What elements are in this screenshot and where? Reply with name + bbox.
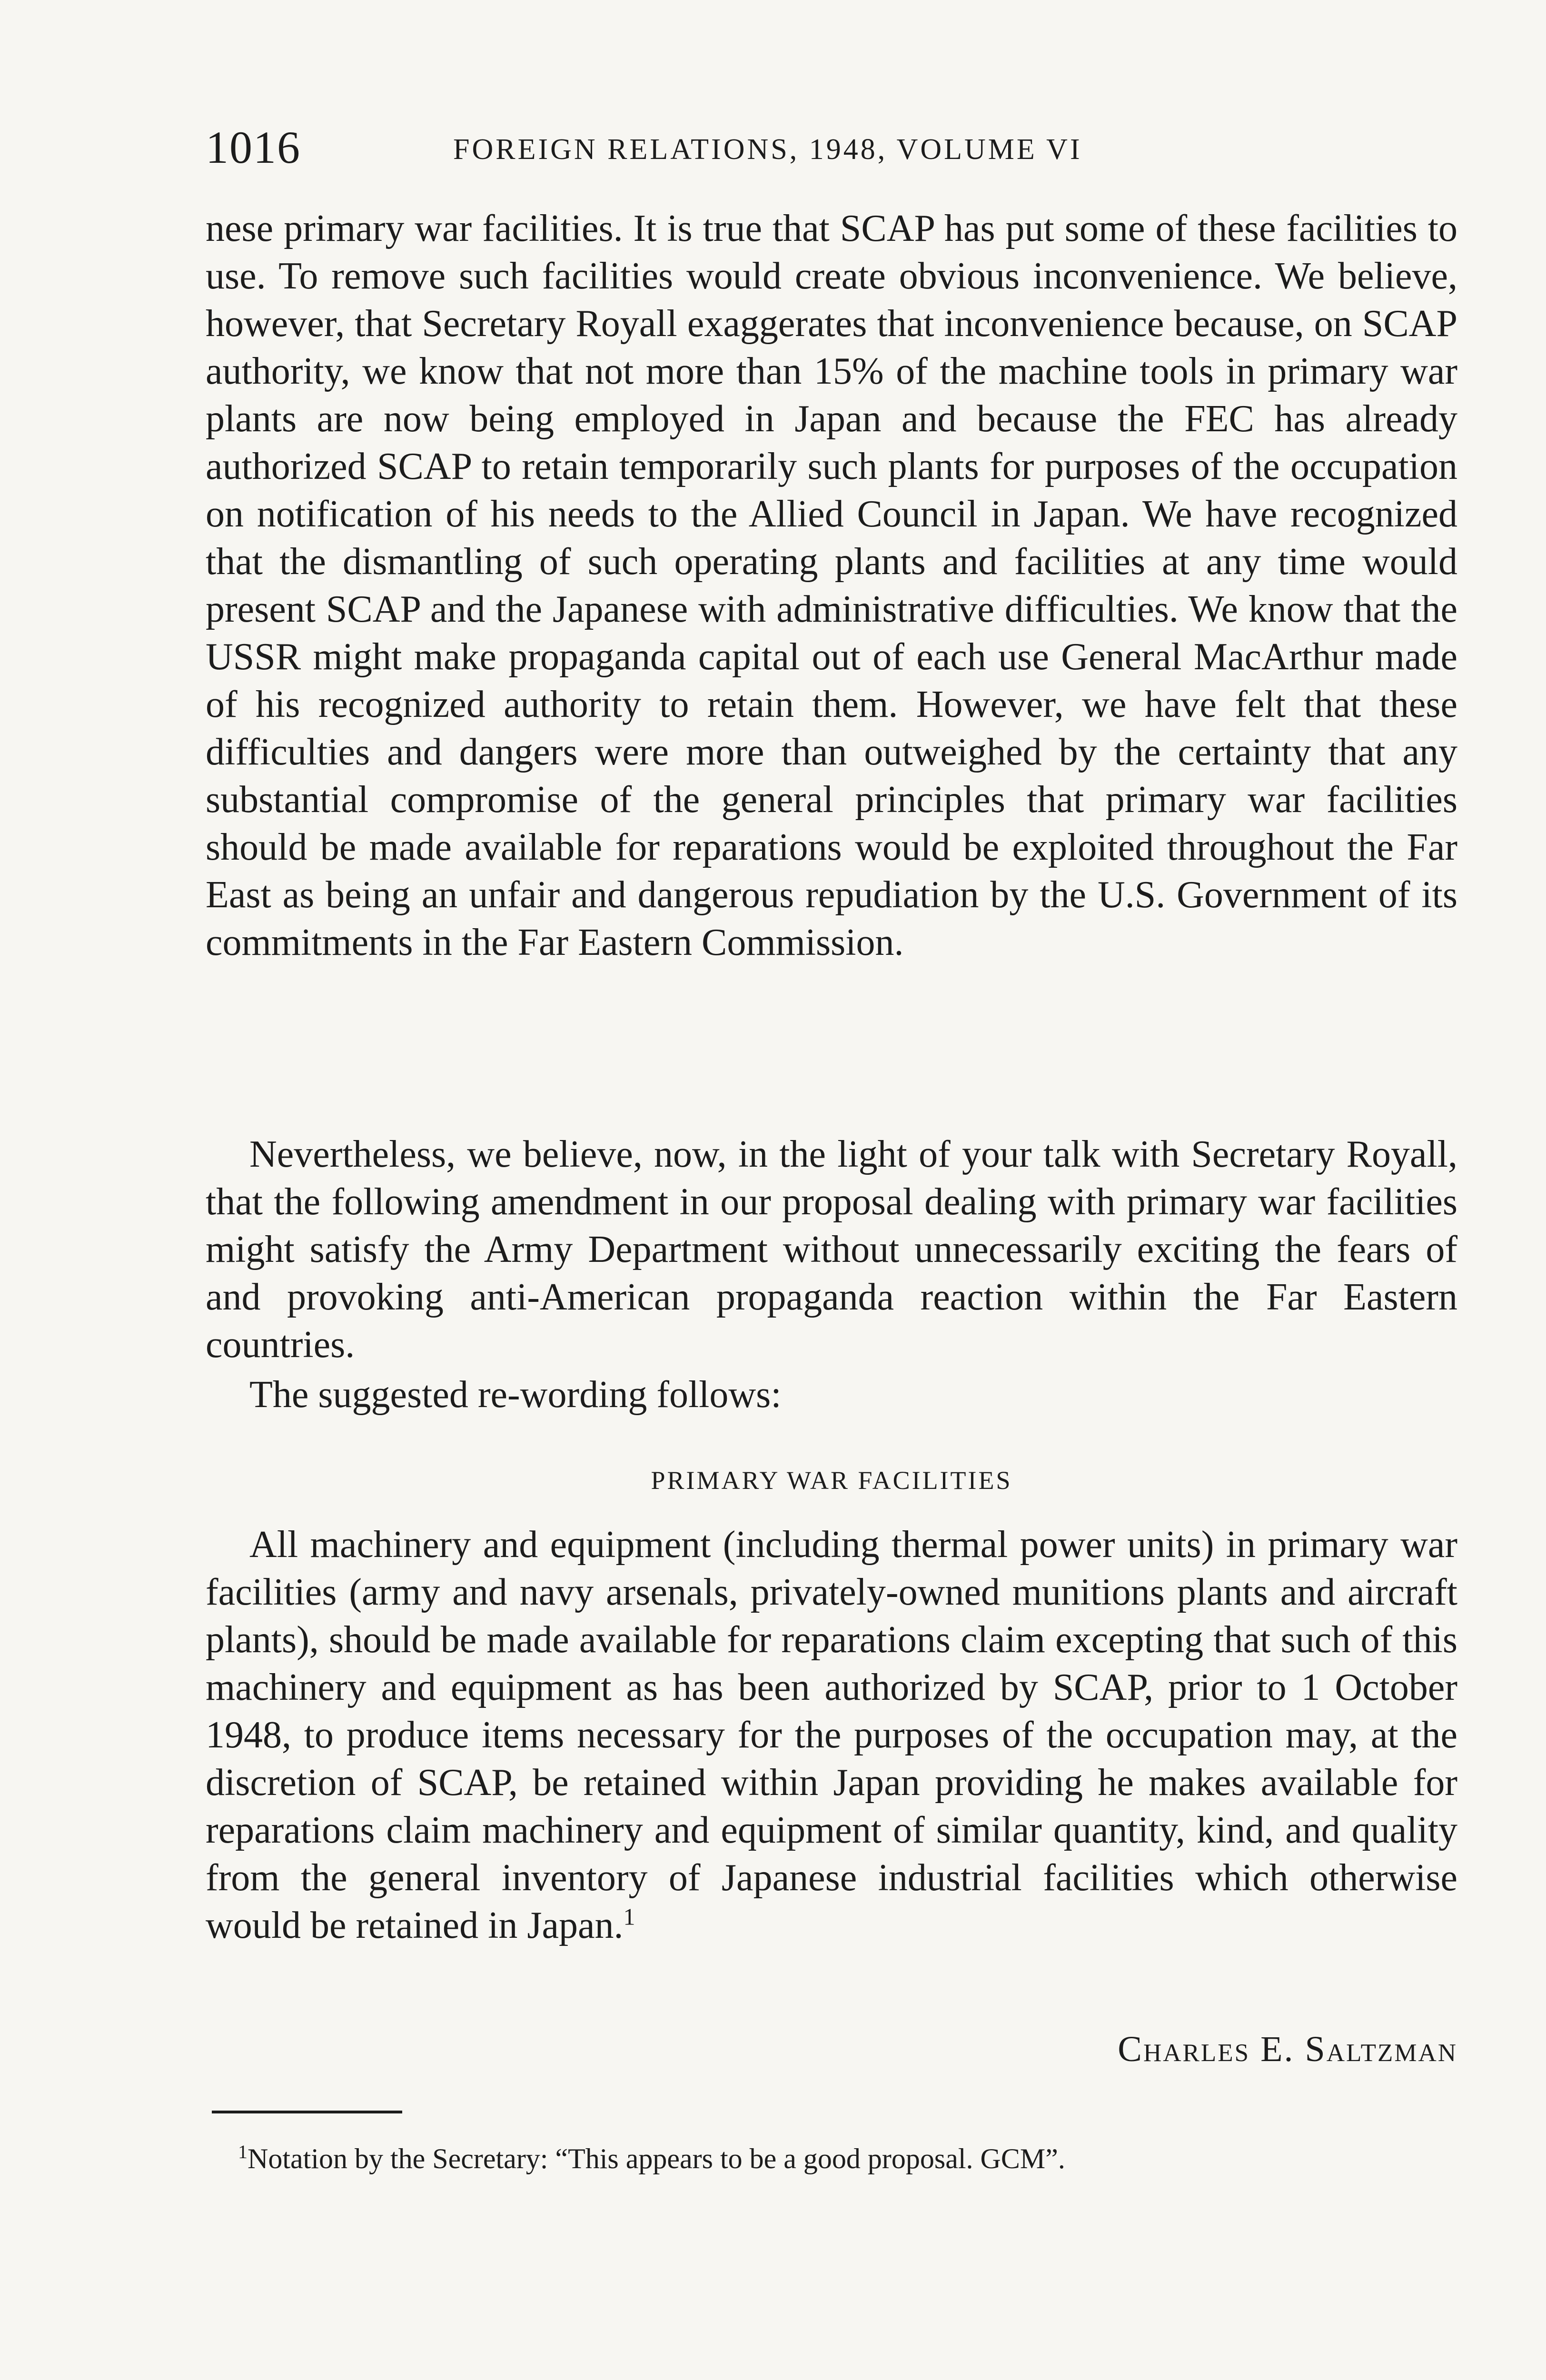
- running-head: [206, 119, 1462, 176]
- body-paragraph-3: The suggested re-wording follows:: [249, 1374, 782, 1416]
- body-paragraph-4: [206, 1521, 1457, 1949]
- body-paragraph-2: Nevertheless, we believe, now, in the light of your talk with Secretary Royall, that the following amendment in our proposal dealing with primary war facilities might satisfy the Army Department without unnecessarily exciting the fears of and provoking anti-American propaganda reaction within the Far Eastern countries.: [206, 1133, 1457, 1366]
- body-paragraph-4-text: All machinery and equipment (including thermal power units) in primary war facilities (army and navy arsenals, privately-owned munitions plants and aircraft plants), should be made available for reparations claim excepting that such of this machinery and equipment as has been authorized by SCAP, prior to 1 October 1948, to produce items necessary for the purposes of the occupation may, at the discretion of SCAP, be retained within Japan providing he makes available for reparations claim machinery and equipment of similar quantity, kind, and quality from the general inventory of Japanese industrial facilities which otherwise would be retained in Japan.: [206, 1524, 1457, 1946]
- footnote-reference: 1: [623, 1903, 635, 1930]
- footnote-marker: 1: [238, 2141, 248, 2162]
- section-heading: PRIMARY WAR FACILITIES: [651, 1466, 1012, 1495]
- footnote-divider: [212, 2111, 402, 2113]
- body-paragraph-1: nese primary war facilities. It is true that SCAP has put some of these facilities to use. To remove such facilities would create obvious inconvenience. We believe, however, that Secretary Royall exaggerates that inconvenience because, on SCAP authority, we know that not more than 15% of the machine tools in primary war plants are now being employed in Japan and because the FEC has already authorized SCAP to retain temporarily such plants for purposes of the occupation on notification of his needs to the Allied Council in Japan. We have recognized that the dismantling of such operating plants and facilities at any time would present SCAP and the Japanese with administrative difficulties. We know that the USSR might make propaganda capital out of each use General MacArthur made of his recognized authority to retain them. However, we have felt that these difficulties and dangers were more than outweighed by the certainty that any substantial compromise of the general principles that primary war facilities should be made available for reparations would be exploited throughout the Far East as being an unfair and dangerous repudiation by the U.S. Government of its commitments in the Far Eastern Commission.: [206, 208, 1457, 963]
- running-title: FOREIGN RELATIONS, 1948, VOLUME VI: [453, 133, 1082, 166]
- page-number: 1016: [206, 122, 301, 173]
- footnote-text: Notation by the Secretary: “This appears to be a good proposal. GCM”.: [248, 2143, 1065, 2174]
- footnote: [238, 2140, 1457, 2178]
- signature: Charles E. Saltzman: [1118, 2029, 1457, 2069]
